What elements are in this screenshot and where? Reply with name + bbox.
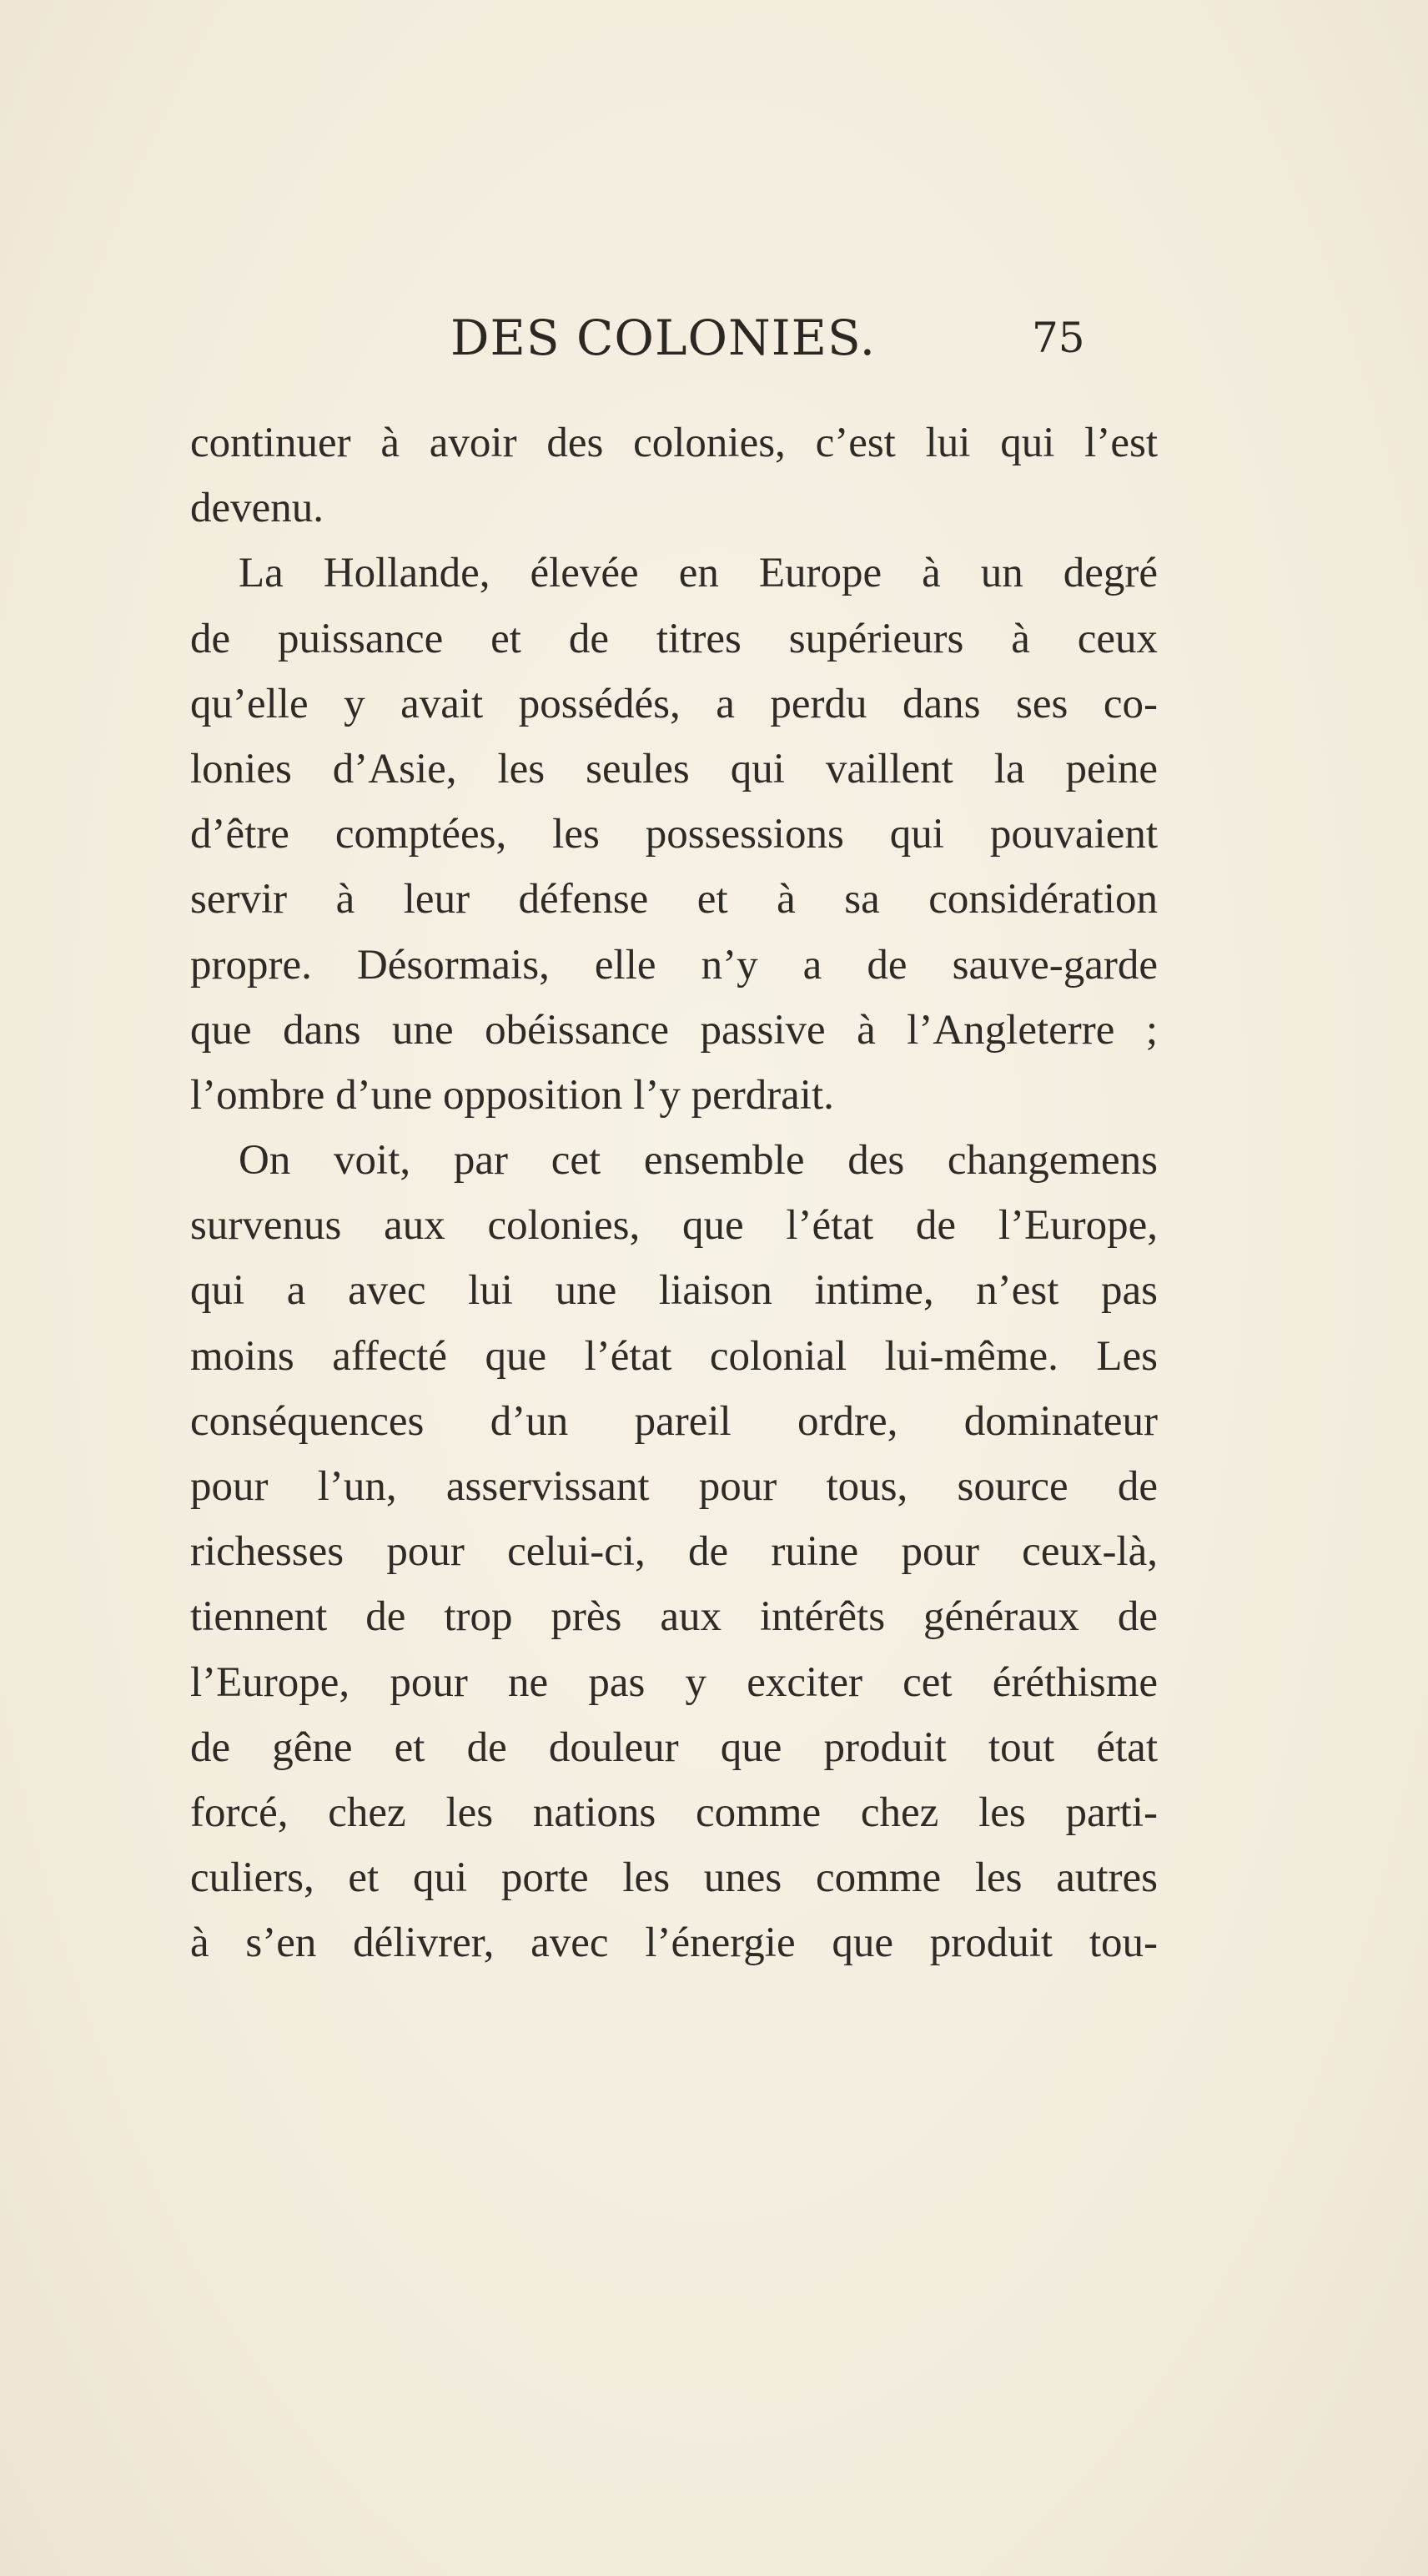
text-line: On voit, par cet ensemble des changemens [239,1137,1158,1185]
text-line: servir à leur défense et à sa considération [190,876,1158,923]
text-line: tiennent de trop près aux intérêts généraux de [190,1593,1158,1641]
text-line: devenu. [190,485,324,532]
text-line: qui a avec lui une liaison intime, n’est pas [190,1267,1158,1315]
text-line: culiers, et qui porte les unes comme les autres [190,1854,1158,1902]
text-line: lonies d’Asie, les seules qui vaillent la peine [190,745,1158,792]
text-line: survenus aux colonies, que l’état de l’Europe, [190,1202,1158,1250]
text-line: d’être comptées, les possessions qui pouvaient [190,811,1158,858]
text-line: l’ombre d’une opposition l’y perdrait. [190,1071,834,1119]
text-line: La Hollande, élevée en Europe à un degré [239,550,1158,597]
text-line: de gêne et de douleur que produit tout état [190,1723,1158,1771]
text-line: propre. Désormais, elle n’y a de sauve-garde [190,941,1158,989]
text-line: richesses pour celui-ci, de ruine pour ceux-là, [190,1528,1158,1576]
running-title: DES COLONIES. [450,309,877,366]
text-line: qu’elle y avait possédés, a perdu dans ses co- [190,680,1158,727]
text-line: à s’en délivrer, avec l’énergie que produit tou- [190,1919,1158,1967]
text-line: pour l’un, asservissant pour tous, source de [190,1463,1158,1510]
body-text [190,410,1158,1976]
text-line: que dans une obéissance passive à l’Angleterre ; [190,1006,1158,1054]
text-line: conséquences d’un pareil ordre, dominateur [190,1397,1158,1445]
page-number: 75 [1032,314,1085,362]
text-line: moins affecté que l’état colonial lui-même. Les [190,1332,1158,1380]
running-head [0,304,1428,371]
text-line: continuer à avoir des colonies, c’est lui qui l’est [190,420,1158,466]
text-line: l’Europe, pour ne pas y exciter cet éréthisme [190,1658,1158,1706]
text-line: de puissance et de titres supérieurs à ceux [190,615,1158,662]
text-line: forcé, chez les nations comme chez les parti- [190,1789,1158,1836]
